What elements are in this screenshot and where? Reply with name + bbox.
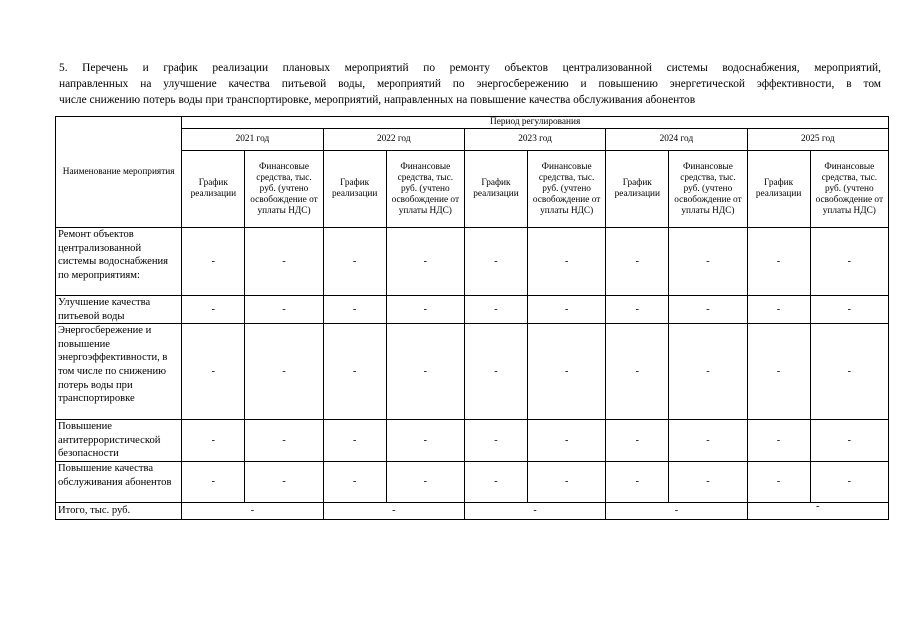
table-cell: - bbox=[182, 420, 245, 462]
finance-header-2021: Финансовые средства, тыс. руб. (учтено освобождение от уплаты НДС) bbox=[245, 151, 323, 228]
year-header-2023: 2023 год bbox=[464, 129, 605, 151]
row-name: Повышение антитеррористической безопасности bbox=[56, 420, 182, 462]
table-cell: - bbox=[528, 420, 606, 462]
table-cell: - bbox=[182, 324, 245, 420]
table-cell: - bbox=[810, 461, 888, 502]
table-cell: - bbox=[245, 296, 323, 324]
table-cell: - bbox=[747, 420, 810, 462]
table-cell: - bbox=[386, 324, 464, 420]
table-cell: - bbox=[182, 296, 245, 324]
table-cell: - bbox=[245, 461, 323, 502]
total-value-2025: - bbox=[816, 500, 820, 512]
table-cell: - bbox=[669, 461, 747, 502]
total-label: Итого, тыс. руб. bbox=[56, 502, 182, 519]
table-row bbox=[56, 420, 889, 462]
schedule-header-2024: График реализации bbox=[606, 151, 669, 228]
row-name: Улучшение качества питьевой воды bbox=[56, 296, 182, 324]
table-row bbox=[56, 296, 889, 324]
schedule-header-2023: График реализации bbox=[464, 151, 527, 228]
table-row bbox=[56, 228, 889, 296]
finance-header-2022: Финансовые средства, тыс. руб. (учтено освобождение от уплаты НДС) bbox=[386, 151, 464, 228]
table-cell: - bbox=[386, 296, 464, 324]
year-header-2021: 2021 год bbox=[182, 129, 323, 151]
total-row bbox=[56, 502, 889, 519]
table-cell: - bbox=[323, 461, 386, 502]
table-cell: - bbox=[810, 324, 888, 420]
table-cell: - bbox=[386, 461, 464, 502]
table-cell: - bbox=[464, 324, 527, 420]
table-cell: - bbox=[747, 461, 810, 502]
table-cell: - bbox=[323, 324, 386, 420]
year-header-2022: 2022 год bbox=[323, 129, 464, 151]
total-cell-2025 bbox=[747, 502, 888, 519]
schedule-header-2025: График реализации bbox=[747, 151, 810, 228]
table-cell: - bbox=[245, 228, 323, 296]
table-cell: - bbox=[810, 296, 888, 324]
table-cell: - bbox=[464, 296, 527, 324]
table-cell: - bbox=[245, 324, 323, 420]
year-header-2025: 2025 год bbox=[747, 129, 888, 151]
finance-header-2024: Финансовые средства, тыс. руб. (учтено освобождение от уплаты НДС) bbox=[669, 151, 747, 228]
row-name: Повышение качества обслуживания абонентов bbox=[56, 461, 182, 502]
table-cell: - bbox=[528, 228, 606, 296]
table-cell: - bbox=[606, 420, 669, 462]
table-cell: - bbox=[669, 324, 747, 420]
schedule-header-2021: График реализации bbox=[182, 151, 245, 228]
finance-header-2025: Финансовые средства, тыс. руб. (учтено освобождение от уплаты НДС) bbox=[810, 151, 888, 228]
table-cell: - bbox=[606, 296, 669, 324]
year-header-2024: 2024 год bbox=[606, 129, 747, 151]
table-cell: - bbox=[528, 296, 606, 324]
table-cell: - bbox=[464, 420, 527, 462]
table-cell: - bbox=[606, 461, 669, 502]
table-cell: - bbox=[528, 461, 606, 502]
table-cell: - bbox=[464, 228, 527, 296]
table-cell: - bbox=[182, 461, 245, 502]
table-cell: - bbox=[386, 228, 464, 296]
row-name: Энергосбережение и повышение энергоэффективности, в том числе по снижению потерь воды при транспортировке bbox=[56, 324, 182, 420]
total-cell-2021: - bbox=[182, 502, 323, 519]
total-cell-2023: - bbox=[464, 502, 605, 519]
heading-line-3: числе снижению потерь воды при транспортировке, мероприятий, направленных на повышение качества обслуживания абонентов bbox=[59, 94, 696, 106]
finance-header-2023: Финансовые средства, тыс. руб. (учтено освобождение от уплаты НДС) bbox=[528, 151, 606, 228]
name-column-header: Наименование мероприятия bbox=[56, 117, 182, 228]
table-cell: - bbox=[606, 324, 669, 420]
table-cell: - bbox=[810, 420, 888, 462]
row-name: Ремонт объектов централизованной системы водоснабжения по мероприятиям: bbox=[56, 228, 182, 296]
table-row bbox=[56, 324, 889, 420]
table-cell: - bbox=[810, 228, 888, 296]
period-header: Период регулирования bbox=[182, 117, 889, 129]
document-heading bbox=[59, 60, 881, 108]
table-cell: - bbox=[323, 228, 386, 296]
table-cell: - bbox=[528, 324, 606, 420]
table-cell: - bbox=[245, 420, 323, 462]
heading-line-1: 5. Перечень и график реализации плановых мероприятий по ремонту объектов централизованной системы водоснабжения, мероприятий, bbox=[59, 62, 881, 74]
table-cell: - bbox=[182, 228, 245, 296]
total-cell-2024: - bbox=[606, 502, 747, 519]
table-cell: - bbox=[386, 420, 464, 462]
table-cell: - bbox=[747, 296, 810, 324]
table-cell: - bbox=[464, 461, 527, 502]
table-row bbox=[56, 461, 889, 502]
total-cell-2022: - bbox=[323, 502, 464, 519]
table-cell: - bbox=[669, 296, 747, 324]
table-cell: - bbox=[323, 420, 386, 462]
heading-line-2: направленных на улучшение качества питьевой воды, мероприятий по энергосбережению и повышению энергетической эффективности, в том bbox=[59, 78, 881, 90]
table-cell: - bbox=[323, 296, 386, 324]
schedule-header-2022: График реализации bbox=[323, 151, 386, 228]
table-cell: - bbox=[747, 228, 810, 296]
plan-table bbox=[55, 116, 889, 520]
table-cell: - bbox=[669, 228, 747, 296]
table-cell: - bbox=[669, 420, 747, 462]
table-cell: - bbox=[606, 228, 669, 296]
table-cell: - bbox=[747, 324, 810, 420]
